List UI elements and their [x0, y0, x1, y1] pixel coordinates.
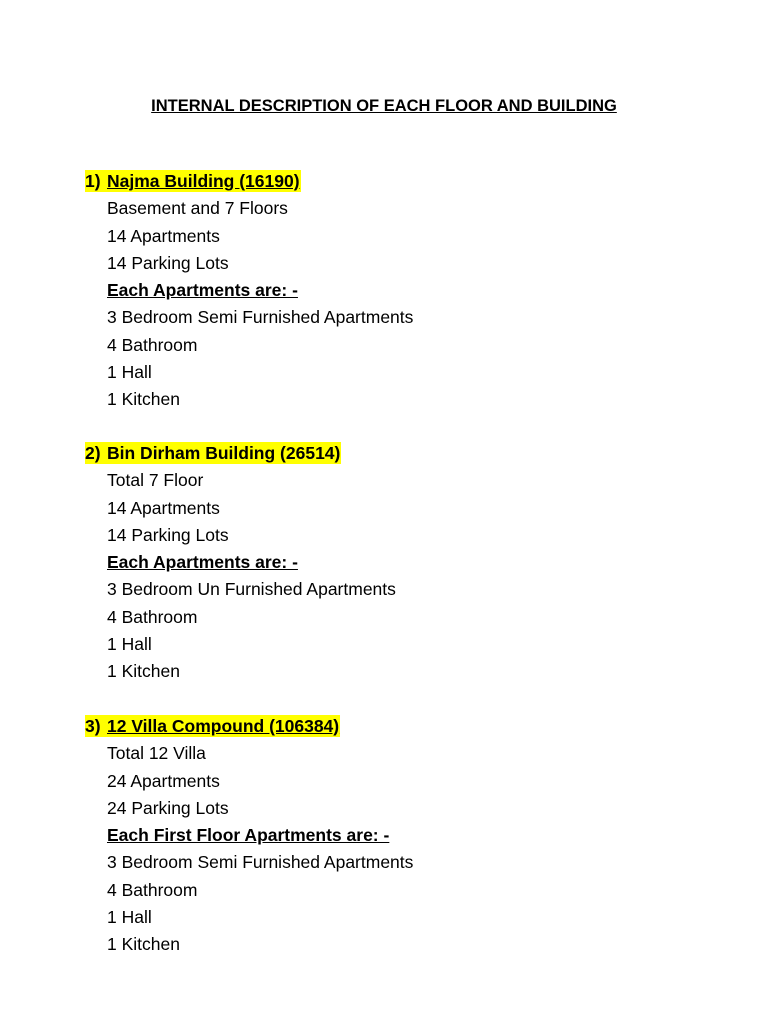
list-item: 3 Bedroom Un Furnished Apartments — [107, 579, 396, 600]
section-number: 3) — [85, 716, 101, 736]
section-title: Najma Building (16190) — [107, 171, 300, 191]
section-villa-compound — [85, 713, 725, 959]
document-title: INTERNAL DESCRIPTION OF EACH FLOOR AND BUILDING — [151, 97, 617, 115]
heading-highlight — [85, 442, 341, 464]
section-najma-building — [85, 168, 725, 414]
section-subheading: Each First Floor Apartments are: - — [107, 825, 390, 846]
list-item: 14 Apartments — [107, 225, 220, 246]
list-item: 14 Parking Lots — [107, 252, 229, 273]
list-item: 1 Hall — [107, 634, 152, 655]
section-subheading: Each Apartments are: - — [107, 552, 298, 573]
list-item: 14 Apartments — [107, 497, 220, 518]
list-item: 3 Bedroom Semi Furnished Apartments — [107, 852, 414, 873]
section-title: Bin Dirham Building (26514) — [107, 443, 341, 463]
list-item: Total 12 Villa — [107, 743, 206, 764]
heading-highlight — [85, 170, 301, 192]
list-item: 3 Bedroom Semi Furnished Apartments — [107, 307, 414, 328]
section-heading — [85, 168, 725, 195]
section-title: 12 Villa Compound (106384) — [107, 716, 340, 736]
list-item: 1 Kitchen — [107, 934, 180, 955]
heading-highlight — [85, 715, 340, 737]
list-item: 4 Bathroom — [107, 606, 198, 627]
list-item: Basement and 7 Floors — [107, 198, 288, 219]
list-item: 1 Hall — [107, 362, 152, 383]
list-item: 14 Parking Lots — [107, 524, 229, 545]
list-item: 24 Parking Lots — [107, 797, 229, 818]
section-subheading: Each Apartments are: - — [107, 280, 298, 301]
list-item: 4 Bathroom — [107, 879, 198, 900]
section-number: 1) — [85, 171, 101, 191]
section-number: 2) — [85, 443, 101, 463]
list-item: 24 Apartments — [107, 770, 220, 791]
list-item: 1 Kitchen — [107, 389, 180, 410]
section-bin-dirham-building — [85, 440, 725, 686]
list-item: Total 7 Floor — [107, 470, 204, 491]
section-heading — [85, 440, 725, 467]
list-item: 1 Kitchen — [107, 661, 180, 682]
list-item: 4 Bathroom — [107, 334, 198, 355]
list-item: 1 Hall — [107, 907, 152, 928]
section-heading — [85, 713, 725, 740]
